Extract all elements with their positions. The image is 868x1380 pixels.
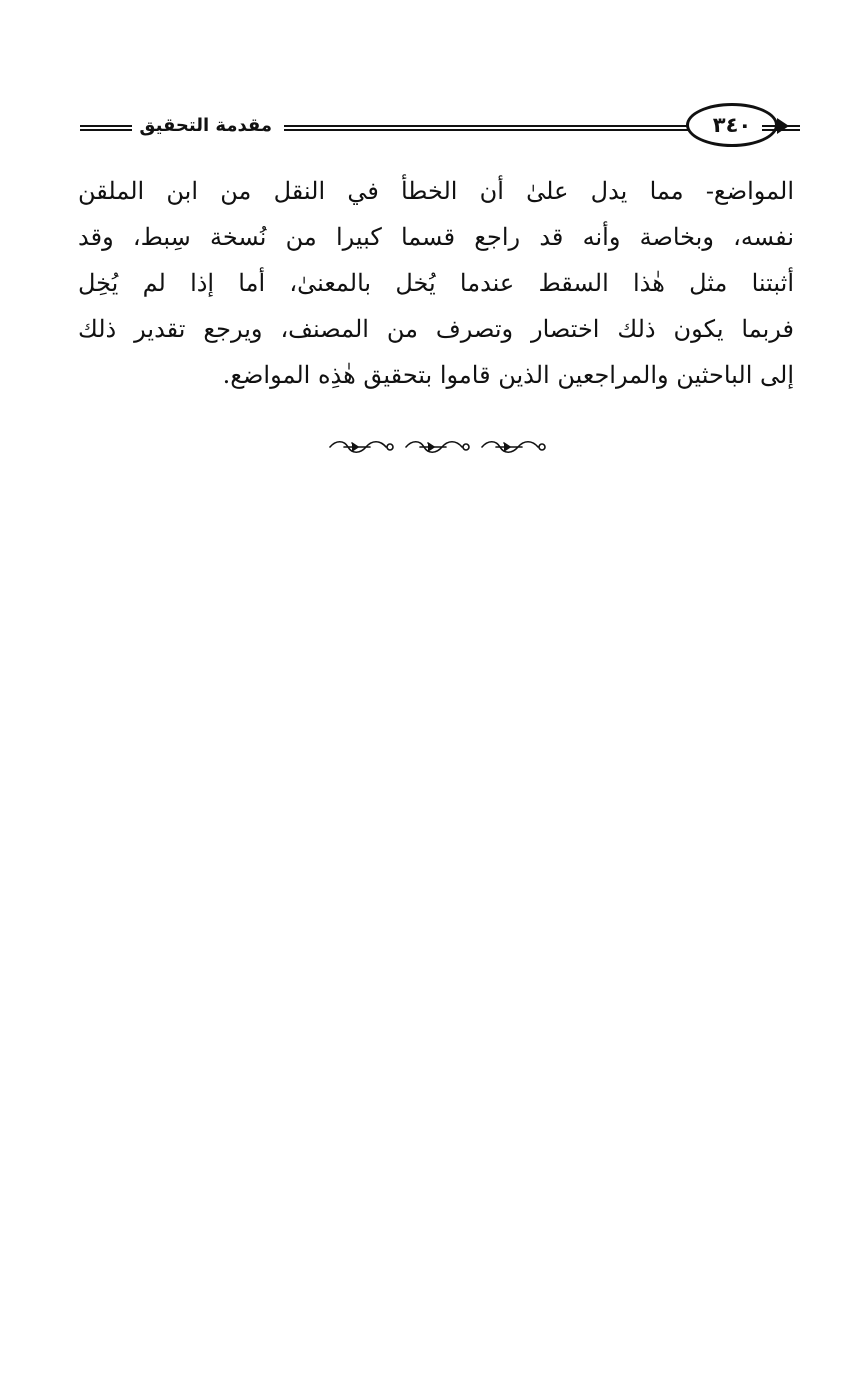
ornament-segment bbox=[330, 442, 393, 453]
header-rule-right bbox=[762, 125, 800, 131]
floral-divider-icon bbox=[326, 436, 546, 458]
page-number: ٣٤٠ bbox=[686, 103, 778, 147]
text-line: إلى الباحثين والمراجعين الذين قاموا بتحقيق هٰذِه المواضع. bbox=[222, 361, 794, 389]
body-text bbox=[78, 168, 794, 398]
text-line: فربما يكون ذلك اختصار وتصرف من المصنف، ويرجع تقدير ذلك bbox=[78, 315, 794, 343]
text-line: المواضع- مما يدل علىٰ أن الخطأ في النقل من ابن الملقن bbox=[78, 177, 794, 205]
chapter-title: مقدمة التحقيق bbox=[139, 115, 272, 136]
running-header bbox=[72, 103, 800, 153]
ornament-segment bbox=[482, 442, 545, 453]
text-line: أثبتنا مثل هٰذا السقط عندما يُخل بالمعنىٰ، أما إذا لم يُخِل bbox=[78, 269, 794, 297]
ornament-segment bbox=[406, 442, 469, 453]
text-line: نفسه، وبخاصة وأنه قد راجع قسما كبيرا من نُسخة سِبط، وقد bbox=[78, 223, 794, 251]
header-rule-left bbox=[80, 125, 132, 131]
